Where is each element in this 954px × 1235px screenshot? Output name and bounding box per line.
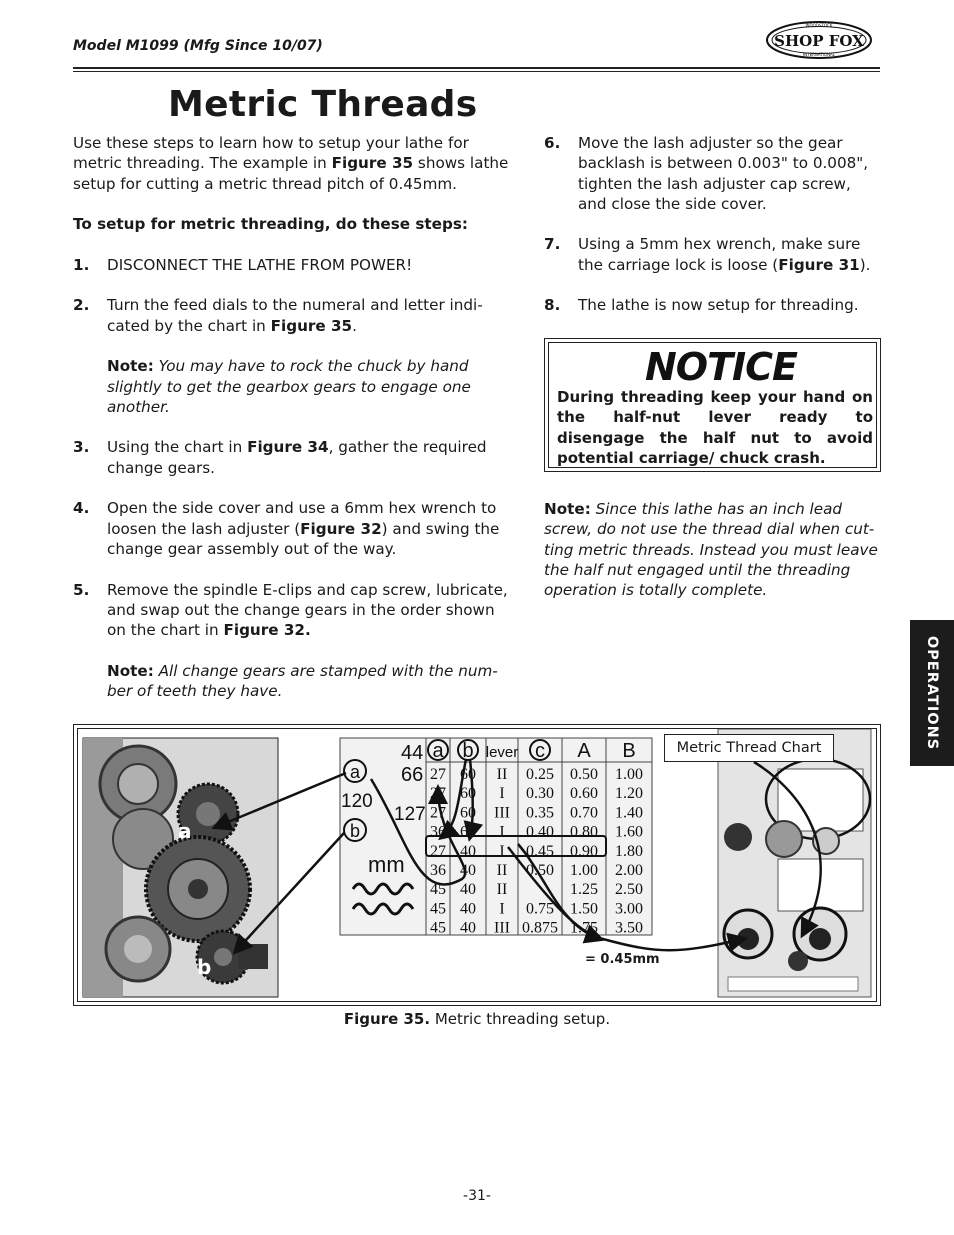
chart-cell: 1.20 xyxy=(615,785,643,803)
page-number: -31- xyxy=(463,1188,491,1204)
chart-cell: 0.30 xyxy=(526,785,554,803)
chart-cell: 0.40 xyxy=(526,823,554,841)
side-gear-b: b xyxy=(349,821,361,841)
step-7: 7. Using a 5mm hex wrench, make sure the carriage lock is loose (Figure 31). xyxy=(544,235,871,274)
chart-cell: 40 xyxy=(460,919,476,937)
chart-cell: 45 xyxy=(430,919,446,937)
change-gear-photo xyxy=(83,738,278,997)
chart-cell: 60 xyxy=(460,804,476,822)
chart-cell: 40 xyxy=(460,862,476,879)
chart-cell: 40 xyxy=(460,881,476,899)
chart-cell: 0.45 xyxy=(526,842,554,860)
chart-cell: 1.00 xyxy=(615,766,643,783)
chart-cell: 0.50 xyxy=(526,862,554,879)
step-6: 6. Move the lash adjuster so the gear backlash is between 0.003" to 0.008", tighten the lash adjuster cap screw, and close the side cover. xyxy=(544,134,869,213)
chart-cell: 1.60 xyxy=(615,823,643,841)
chart-cell: 2.50 xyxy=(615,881,643,899)
step-2: 2. Turn the feed dials to the numeral and letter indi-cated by the chart in Figure 35. xyxy=(73,296,483,335)
chart-cell: 27 xyxy=(430,804,446,822)
photo-label-b: b xyxy=(197,955,212,979)
chart-cell: 1.75 xyxy=(570,919,598,937)
header-rule-thin xyxy=(73,71,880,72)
chart-cell: I xyxy=(499,785,505,803)
chart-cell: I xyxy=(499,900,505,918)
chart-cell: II xyxy=(496,766,508,783)
control-panel-photo xyxy=(718,729,871,997)
chart-cell: 36 xyxy=(430,823,446,841)
metric-thread-chart-label: Metric Thread Chart xyxy=(664,734,834,762)
chart-cell: 0.80 xyxy=(570,823,598,841)
chart-cell: I xyxy=(499,823,505,841)
chart-cell: 0.70 xyxy=(570,804,598,822)
side-top-a: 44 xyxy=(401,742,424,764)
step-3: 3. Using the chart in Figure 34, gather the required change gears. xyxy=(73,438,487,477)
chart-header-cell: b xyxy=(462,740,474,762)
chart-cell: 0.75 xyxy=(526,900,554,918)
chart-cell: 40 xyxy=(460,842,476,860)
chart-header-cell: c xyxy=(535,740,545,762)
chart-cell: I xyxy=(499,842,505,860)
svg-text:WOODSTOCK: WOODSTOCK xyxy=(805,23,833,28)
chart-header-cell: a xyxy=(432,740,444,762)
note-inch-lead-screw: Note: Since this lathe has an inch lead screw, do not use the thread dial when cut-ting metric threads. Instead you must leave the half nut engaged until the threading operation is totally complete. xyxy=(544,500,878,600)
left-column xyxy=(73,133,518,701)
setup-heading: To setup for metric threading, do these steps: xyxy=(73,215,468,234)
svg-text:INTERNATIONAL: INTERNATIONAL xyxy=(802,52,836,57)
chart-cell: 60 xyxy=(460,785,476,803)
side-127: 127 xyxy=(394,804,426,825)
chart-cell: 1.25 xyxy=(570,881,598,899)
chart-cell: 3.50 xyxy=(615,919,643,937)
side-unit: mm xyxy=(368,852,405,877)
chart-cell: 1.40 xyxy=(615,804,643,822)
notice-text: During threading keep your hand on the half-nut lever ready to disengage the half nut to avoid potential carriage/ chuck crash. xyxy=(557,388,873,467)
chart-cell: 60 xyxy=(460,823,476,841)
page-title: Metric Threads xyxy=(168,84,478,125)
metric-thread-chart-closeup xyxy=(340,738,652,937)
notice-title: NOTICE xyxy=(645,345,798,389)
shop-fox-logo xyxy=(765,20,873,60)
chart-cell: 0.50 xyxy=(570,766,598,783)
side-top-b: 66 xyxy=(401,764,424,786)
right-column xyxy=(544,133,881,316)
chart-cell: 1.50 xyxy=(570,900,598,918)
chart-cell: 0.875 xyxy=(522,919,558,937)
intro-paragraph: Use these steps to learn how to setup your lathe for metric threading. The example in Figure 35 shows lathe setup for cutting a metric thread pitch of 0.45mm. xyxy=(73,134,509,193)
chart-header-cell: lever xyxy=(485,744,519,761)
svg-text:SHOP FOX: SHOP FOX xyxy=(774,32,864,50)
chart-cell: 45 xyxy=(430,900,446,918)
photo-label-a: a xyxy=(178,819,192,843)
step-4: 4. Open the side cover and use a 6mm hex wrench to loosen the lash adjuster (Figure 32) and swing the change gear assembly out of the way. xyxy=(73,499,500,558)
chart-cell: 0.60 xyxy=(570,785,598,803)
chart-cell: III xyxy=(494,919,510,937)
chart-cell: 1.00 xyxy=(570,862,598,879)
chart-cell: 0.35 xyxy=(526,804,554,822)
header-rule xyxy=(73,67,880,69)
chart-header-cell: A xyxy=(577,740,591,762)
chart-cell: 27 xyxy=(430,785,446,803)
operations-tab: OPERATIONS xyxy=(910,620,954,766)
note-rock-chuck: Note: You may have to rock the chuck by hand slightly to get the gearbox gears to engage one another. xyxy=(107,357,471,416)
chart-cell: 45 xyxy=(430,881,446,899)
step-1: 1. DISCONNECT THE LATHE FROM POWER! xyxy=(73,255,413,274)
pitch-label: = 0.45mm xyxy=(585,952,660,967)
chart-cell: 1.80 xyxy=(615,842,643,860)
chart-cell: 27 xyxy=(430,766,446,783)
step-8: 8. The lathe is now setup for threading. xyxy=(544,296,859,315)
chart-cell: II xyxy=(496,881,508,899)
notice-box xyxy=(544,338,881,472)
note-gears-stamped: Note: All change gears are stamped with the num-ber of teeth they have. xyxy=(107,661,498,701)
chart-cell: 0.25 xyxy=(526,766,554,783)
chart-cell: 40 xyxy=(460,900,476,918)
chart-cell: 3.00 xyxy=(615,900,643,918)
chart-cell: 27 xyxy=(430,842,446,860)
header-model: Model M1099 (Mfg Since 10/07) xyxy=(73,38,323,54)
chart-cell: III xyxy=(494,804,510,822)
step-5: 5. Remove the spindle E-clips and cap screw, lubricate, and swap out the change gears in the order shown on the chart in Figure 32. xyxy=(73,580,508,640)
chart-header-cell: B xyxy=(622,740,636,762)
side-120: 120 xyxy=(341,791,373,812)
chart-cell: 60 xyxy=(460,766,476,783)
chart-cell: II xyxy=(496,862,508,879)
chart-cell: 0.90 xyxy=(570,842,598,860)
side-gear-a: a xyxy=(349,762,361,782)
figure-illustration xyxy=(78,729,876,1001)
chart-cell: 2.00 xyxy=(615,862,643,879)
chart-cell: 36 xyxy=(430,862,446,879)
figure-caption: Figure 35. Metric threading setup. xyxy=(343,1010,611,1028)
